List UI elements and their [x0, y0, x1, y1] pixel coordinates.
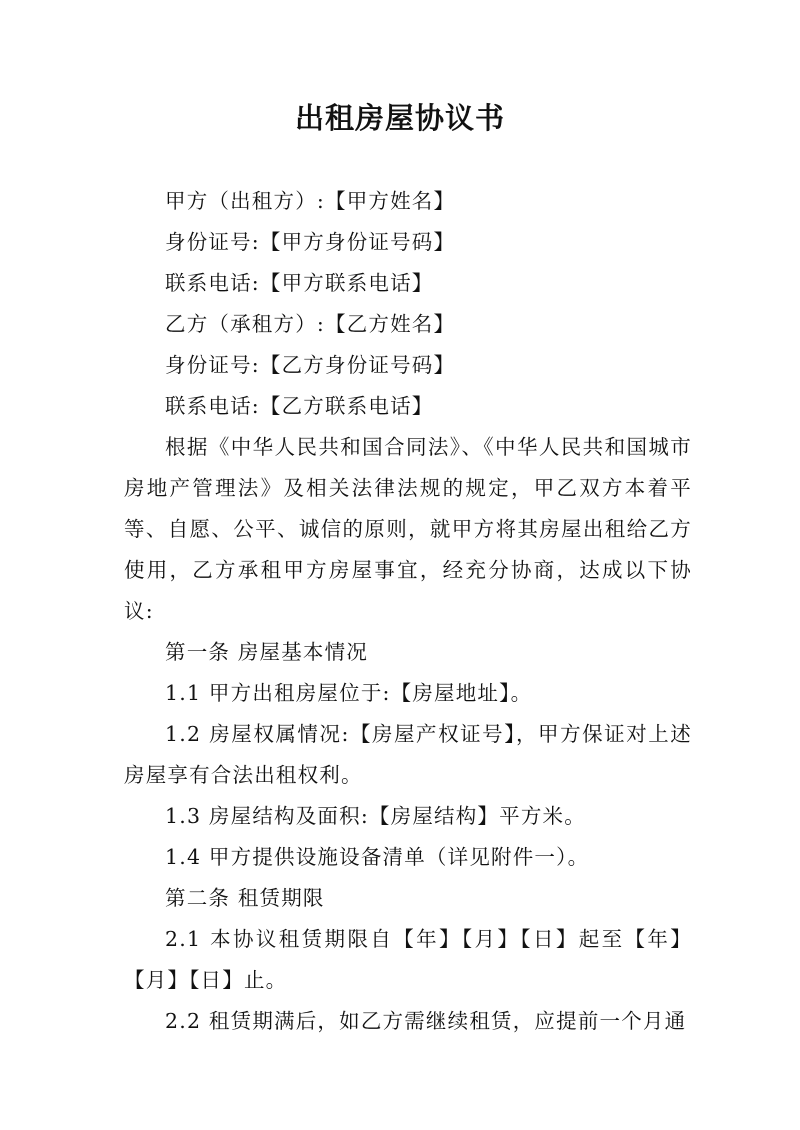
document-body — [124, 181, 692, 1042]
party-a-id-line: 身份证号:【甲方身份证号码】 — [165, 230, 456, 254]
clause-1-2: 1.2 房屋权属情况:【房屋产权证号】，甲方保证对上述房屋享有合法出租权利。 — [124, 722, 692, 787]
party-a-line: 甲方（出租方）:【甲方姓名】 — [165, 189, 456, 213]
article-1-heading: 第一条 房屋基本情况 — [165, 640, 369, 664]
clause-1-1: 1.1 甲方出租房屋位于:【房屋地址】。 — [165, 681, 533, 705]
clause-1-4: 1.4 甲方提供设施设备清单（详见附件一）。 — [165, 845, 590, 869]
clause-2-1: 2.1 本协议租赁期限自【年】【月】【日】起至【年】【月】【日】止。 — [124, 927, 692, 992]
party-b-phone-line: 联系电话:【乙方联系电话】 — [165, 394, 434, 418]
document-title: 出租房屋协议书 — [294, 101, 505, 135]
clause-2-2: 2.2 租赁期满后，如乙方需继续租赁，应提前一个月通 — [165, 1009, 687, 1033]
clause-1-3: 1.3 房屋结构及面积:【房屋结构】平方米。 — [165, 804, 586, 828]
party-b-line: 乙方（承租方）:【乙方姓名】 — [165, 312, 456, 336]
party-a-phone-line: 联系电话:【甲方联系电话】 — [165, 271, 434, 295]
article-2-heading: 第二条 租赁期限 — [165, 886, 325, 910]
preamble-paragraph: 根据《中华人民共和国合同法》、《中华人民共和国城市房地产管理法》及相关法律法规的规定，甲乙双方本着平等、自愿、公平、诚信的原则，就甲方将其房屋出租给乙方使用，乙方承租甲方房屋事宜，经充分协商，达成以下协议: — [124, 435, 692, 623]
party-b-id-line: 身份证号:【乙方身份证号码】 — [165, 353, 456, 377]
